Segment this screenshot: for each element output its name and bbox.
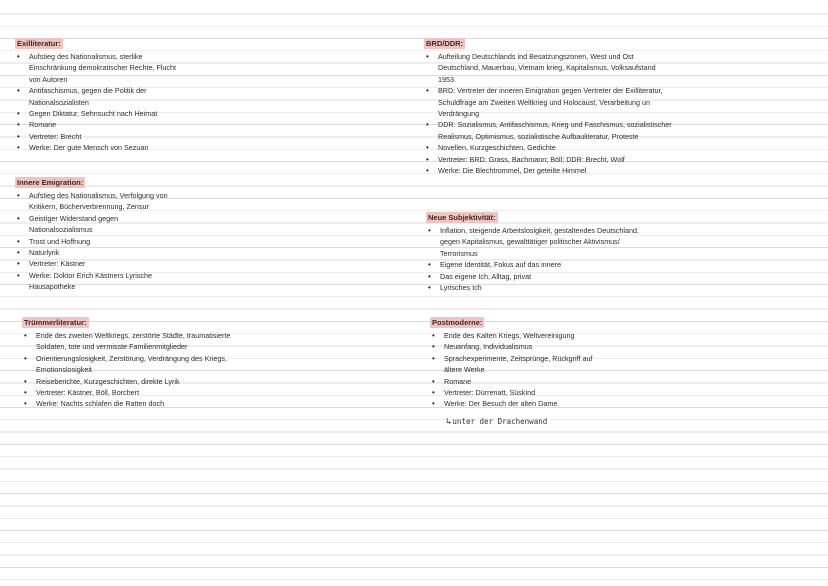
- list-item-line: Schuldfrage am Zweiten Weltkrieg und Holocaust, Verarbeitung un: [438, 97, 651, 107]
- list-item: [15, 85, 405, 108]
- list-item-line: Terrorismus: [440, 248, 478, 258]
- list-item-line: Vertreter: BRD: Grass, Bachmann; Böll; DDR: Brecht, Wolf: [438, 154, 625, 164]
- list-item-line: Trost und Hoffnung: [29, 236, 91, 246]
- section-neue-subjektivitaet: [426, 207, 816, 293]
- list-item: [424, 119, 814, 142]
- list-item-line: gegen Kapitalismus, gewalttätiger politischer Aktivismus/: [440, 237, 620, 247]
- list-item: [430, 330, 820, 341]
- list-item: [424, 154, 814, 165]
- list-item: [424, 142, 814, 153]
- bullet-icon: •: [432, 376, 435, 386]
- list-item-line: Ende des zweiten Weltkriegs, zerstörte Städte, traumatisierte: [36, 331, 231, 340]
- list-item: [424, 51, 814, 85]
- list-item: [430, 353, 820, 376]
- bullet-icon: •: [17, 213, 20, 223]
- list-item: [22, 376, 412, 387]
- bullet-icon: •: [24, 388, 27, 398]
- list-item: [22, 353, 412, 376]
- list-item-line: Kritikern, Bücherverbrennung, Zensur: [29, 202, 149, 212]
- list-item-line: Realismus, Optimismus, sozialistische Aufbauliteratur, Proteste: [438, 131, 639, 141]
- bullet-icon: •: [428, 271, 431, 281]
- list-item-line: Aufteilung Deutschlands ind Besatzungszonen, West und Ost: [438, 52, 634, 61]
- bullet-icon: •: [17, 191, 20, 200]
- list-item: [15, 119, 405, 130]
- bullet-list: [424, 51, 814, 176]
- list-item-line: Werke: Nachts schlafen die Ratten doch: [36, 399, 165, 409]
- list-item-line: Einschränkung demokratischer Rechte, Flucht: [29, 63, 177, 73]
- list-item: [22, 387, 412, 398]
- bullet-icon: •: [17, 236, 20, 246]
- list-item-line: Eigene Identität, Fokus auf das innere: [440, 260, 562, 270]
- list-item-line: Reiseberichte, Kurzgeschichten, direkte Lyrik: [36, 376, 180, 386]
- list-item-line: Inflation, steigende Arbeitslosigkeit, gestaltendes Deutschland,: [440, 226, 639, 235]
- list-item-line: BRD: Vertreter der inneren Emigration gegen Vertreter der Exilliteratur,: [438, 86, 663, 96]
- list-item-line: Emotionslosigkeit: [36, 365, 92, 375]
- bullet-icon: •: [432, 331, 435, 340]
- list-item: [430, 398, 820, 409]
- bullet-icon: •: [17, 52, 20, 61]
- list-item-line: Werke: Die Blechtrommel, Der geteilte Himmel: [438, 166, 587, 176]
- list-item-line: Aufstieg des Nationalismus, sterlike: [29, 52, 143, 61]
- list-item-line: Vertreter: Kästner, Böll, Borchert: [36, 388, 140, 398]
- bullet-icon: •: [17, 259, 20, 269]
- bullet-icon: •: [426, 120, 429, 130]
- section-heading: BRD/DDR:: [426, 39, 464, 48]
- bullet-icon: •: [428, 226, 431, 235]
- bullet-icon: •: [432, 399, 435, 409]
- bullet-icon: •: [426, 166, 429, 176]
- section-heading: Trümmerliteratur:: [24, 318, 87, 327]
- list-item-line: Neuanfang, Individualismus: [444, 342, 533, 352]
- list-item: [15, 247, 405, 258]
- bullet-icon: •: [24, 331, 27, 340]
- list-item-line: Vertreter: Kästner: [29, 259, 86, 269]
- note-text: unter der Drachenwand: [452, 417, 548, 426]
- list-item: [15, 236, 405, 247]
- bullet-icon: •: [24, 353, 27, 363]
- list-item: [426, 282, 816, 293]
- list-item: [430, 376, 820, 387]
- section-truemmerliteratur: [22, 312, 412, 410]
- list-item-line: Romane: [29, 120, 57, 130]
- bullet-list: [430, 330, 820, 410]
- bullet-list: [22, 330, 412, 410]
- handwritten-note: [446, 416, 547, 428]
- list-item-line: Werke: Der Besuch der alten Dame: [444, 399, 558, 409]
- bullet-icon: •: [17, 248, 20, 258]
- section-exilliteratur: [15, 33, 405, 154]
- arrow-hook-icon: ↳: [446, 417, 452, 427]
- list-item-line: Vertreter: Brecht: [29, 131, 82, 141]
- list-item-line: Vertreter: Dürrenatt, Süskind: [444, 388, 536, 398]
- list-item-line: Romane: [444, 376, 472, 386]
- list-item-line: Lyrisches Ich: [440, 283, 482, 293]
- list-item: [22, 330, 412, 353]
- section-postmoderne: [430, 312, 820, 410]
- bullet-icon: •: [24, 376, 27, 386]
- list-item: [430, 341, 820, 352]
- list-item-line: 1953: [438, 74, 454, 84]
- list-item: [15, 190, 405, 213]
- list-item-line: Novellen, Kurzgeschichten, Gedichte: [438, 143, 556, 153]
- bullet-icon: •: [24, 399, 27, 409]
- bullet-icon: •: [426, 143, 429, 153]
- bullet-list: [15, 51, 405, 154]
- section-heading: Exilliteratur:: [17, 39, 61, 48]
- list-item-line: ältere Werke: [444, 365, 485, 375]
- list-item: [15, 142, 405, 153]
- list-item: [430, 387, 820, 398]
- list-item: [15, 258, 405, 269]
- list-item-line: Verdrängung: [438, 109, 480, 119]
- bullet-icon: •: [426, 52, 429, 61]
- bullet-icon: •: [432, 353, 435, 363]
- bullet-list: [426, 225, 816, 293]
- list-item: [22, 398, 412, 409]
- list-item-line: Werke: Doktor Erich Kästners Lyrische: [29, 270, 153, 280]
- section-brd-ddr: [424, 33, 814, 176]
- list-item: [426, 225, 816, 259]
- bullet-icon: •: [17, 270, 20, 280]
- list-item-line: von Autoren: [29, 74, 68, 84]
- list-item: [426, 271, 816, 282]
- list-item: [15, 270, 405, 293]
- list-item-line: Aufstieg des Nationalismus, Verfolgung von: [29, 191, 168, 200]
- list-item: [424, 85, 814, 119]
- list-item-line: Soldaten, tote und vermisste Familienmitglieder: [36, 342, 188, 352]
- bullet-icon: •: [428, 283, 431, 293]
- list-item: [15, 131, 405, 142]
- list-item-line: Naturlyrik: [29, 248, 60, 258]
- list-item: [15, 51, 405, 85]
- list-item-line: Antifaschismus, gegen die Politik der: [29, 86, 147, 96]
- section-heading: Neue Subjektivität:: [428, 213, 496, 222]
- list-item-line: Nationalsozialismus: [29, 225, 93, 235]
- section-heading: Postmoderne:: [432, 318, 483, 327]
- bullet-icon: •: [428, 260, 431, 270]
- bullet-icon: •: [17, 86, 20, 96]
- bullet-icon: •: [426, 154, 429, 164]
- list-item-line: Deutschland, Mauerbau, Vietnam krieg, Kapitalismus, Volksaufstand: [438, 63, 656, 73]
- list-item-line: Nationalsozialisten: [29, 97, 89, 107]
- list-item-line: DDR: Sozialismus, Antifaschismus, Krieg und Faschismus, sozialistischer: [438, 120, 672, 130]
- bullet-icon: •: [17, 109, 20, 119]
- section-heading: Innere Emigration:: [17, 178, 84, 187]
- list-item-line: Geistiger Widerstand gegen: [29, 213, 119, 223]
- bullet-icon: •: [426, 86, 429, 96]
- list-item-line: Das eigene Ich, Alltag, privat: [440, 271, 532, 281]
- bullet-icon: •: [17, 120, 20, 130]
- bullet-icon: •: [17, 131, 20, 141]
- list-item: [15, 213, 405, 236]
- section-innere-emigration: [15, 172, 405, 293]
- list-item-line: Gegen Diktatur, Sehnsucht nach Heimat: [29, 109, 158, 119]
- bullet-icon: •: [17, 143, 20, 153]
- bullet-list: [15, 190, 405, 293]
- list-item: [15, 108, 405, 119]
- bullet-icon: •: [432, 388, 435, 398]
- bullet-icon: •: [432, 342, 435, 352]
- list-item-line: Ende des Kalten Kriegs, Weltvereinigung: [444, 331, 575, 340]
- list-item-line: Hausapotheke: [29, 282, 76, 292]
- list-item-line: Orientierungslosigkeit, Zerstörung, Verdrängung des Kriegs,: [36, 353, 227, 363]
- list-item: [424, 165, 814, 176]
- list-item: [426, 259, 816, 270]
- list-item-line: Sprachexperimente, Zeitsprünge, Rückgriff auf: [444, 353, 593, 363]
- list-item-line: Werke: Der gute Mensch von Sezuan: [29, 143, 149, 153]
